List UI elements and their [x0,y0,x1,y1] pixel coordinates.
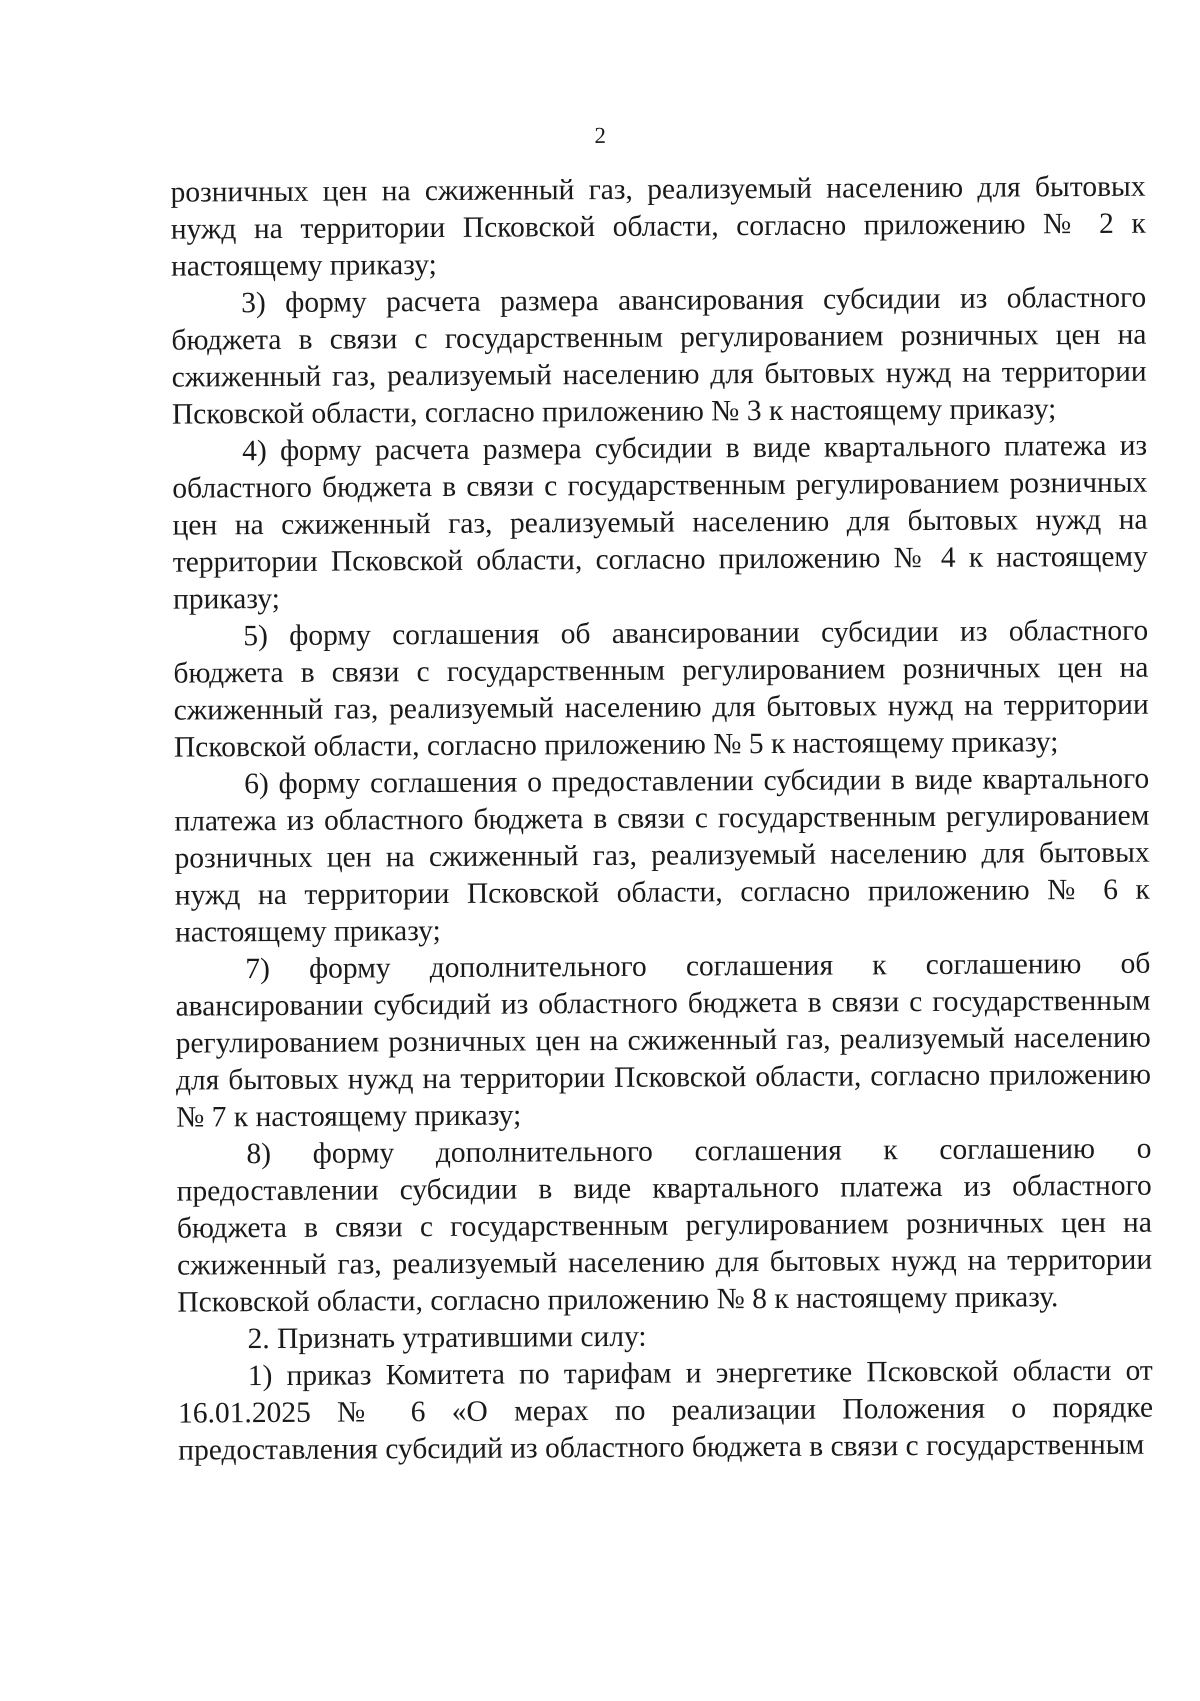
section-2-item-1: 1) приказ Комитета по тарифам и энергетике Псковской области от 16.01.2025 № 6 «О мерах по реализации Положения о порядке предоставления субсидий из областного бюджета в связи с государственным [177,1354,1154,1467]
paragraph-item-4: 4) форму расчета размера субсидии в виде квартального платежа из областного бюджета в связи с государственным регулированием розничных цен на сжиженный газ, реализуемый населению для бытовых нужд на территории Псковской области, согласно приложению № 4 к настоящему приказу; [172,429,1148,616]
paragraph-item-3: 3) форму расчета размера авансирования субсидии из областного бюджета в связи с государственным регулированием розничных цен на сжиженный газ, реализуемый населению для бытовых нужд на территории Псковской области, согласно приложению № 3 к настоящему приказу; [171,281,1147,431]
paragraph-item-7: 7) форму дополнительного соглашения к соглашению об авансировании субсидий из областного бюджета в связи с государственным регулированием розничных цен на сжиженный газ, реализуемый населению для бытовых нужд на территории Псковской области, согласно приложению № 7 к настоящему приказу; [175,947,1152,1134]
paragraph-item-8: 8) форму дополнительного соглашения к соглашению о предоставлении субсидии в виде квартального платежа из областного бюджета в связи с государственным регулированием розничных цен на сжиженный газ, реализуемый населению для бытовых нужд на территории Псковской области, согласно приложению № 8 к настоящему приказу. [176,1132,1153,1319]
paragraph-item-5: 5) форму соглашения об авансировании субсидии из областного бюджета в связи с государственным регулированием розничных цен на сжиженный газ, реализуемый населению для бытовых нужд на территории Псковской области, согласно приложению № 5 к настоящему приказу; [173,614,1149,764]
paragraph-continuation: розничных цен на сжиженный газ, реализуемый населению для бытовых нужд на территории Псковской области, согласно приложению № 2 к настоящему приказу; [170,170,1146,283]
document-body [170,169,1153,1470]
paragraph-item-6: 6) форму соглашения о предоставлении субсидии в виде квартального платежа из областного бюджета в связи с государственным регулированием розничных цен на сжиженный газ, реализуемый населению для бытовых нужд на территории Псковской области, согласно приложению № 6 к настоящему приказу; [174,762,1150,949]
section-2-heading: 2. Признать утратившими силу: [247,1320,647,1356]
page-number: 2 [594,122,607,149]
